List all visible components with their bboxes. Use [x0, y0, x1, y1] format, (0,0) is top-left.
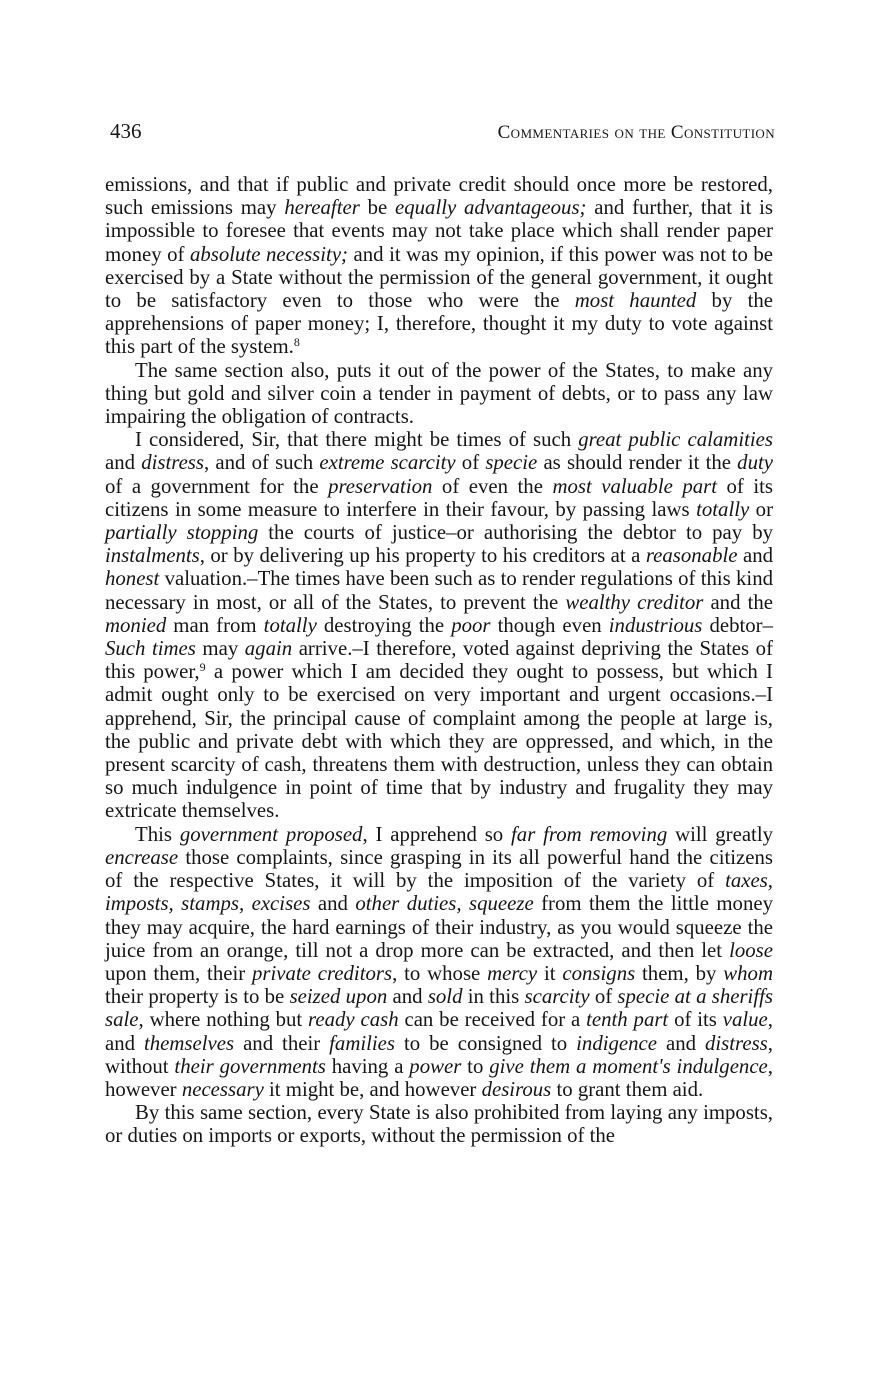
footnote-marker: 9 — [199, 660, 206, 675]
italic-text: mercy — [487, 961, 538, 985]
italic-text: equally advantageous; — [395, 196, 587, 220]
italic-text: honest — [105, 567, 160, 591]
text-run: will greatly — [667, 822, 774, 846]
italic-text: far from removing — [511, 822, 668, 846]
italic-text: industrious — [608, 613, 703, 637]
italic-text: power — [409, 1054, 462, 1078]
text-run: and — [105, 451, 142, 475]
italic-text: specie at a sheriffs sale — [105, 985, 773, 1032]
italic-text: necessary — [181, 1077, 264, 1101]
italic-text: again — [244, 637, 293, 661]
italic-text: loose — [729, 938, 773, 962]
italic-text: distress — [141, 451, 204, 475]
text-run: arrive.–I therefore, voted against depriving the States of this power, — [105, 637, 773, 684]
text-run: and — [657, 1031, 705, 1055]
italic-text: Such times — [105, 637, 196, 661]
italic-text: scarcity — [524, 985, 590, 1009]
body-text — [105, 173, 773, 1148]
italic-text: encrease — [105, 845, 179, 869]
text-run: a power which I am decided they ought to possess, but which I admit ought only to be exercised on very important and urgent occasions.–I apprehend, Sir, the principal cause of complaint among the people at large is, the public and private debt with which they are oppressed, and which, in the present scarcity of cash, threatens them with destruction, unless they can obtain so much indulgence in point of time that by industry and frugality they may extricate themselves. — [105, 660, 773, 823]
italic-text: totally — [263, 613, 317, 637]
italic-text: families — [329, 1031, 395, 1055]
italic-text: hereafter — [284, 196, 360, 220]
page-header — [110, 119, 775, 144]
italic-text: private creditors — [252, 961, 393, 985]
text-run: in this — [462, 985, 525, 1009]
italic-text: poor — [451, 613, 491, 637]
text-run: to grant them aid. — [551, 1077, 704, 1101]
text-run: , to whose — [392, 961, 488, 985]
text-run: their property is to be — [105, 985, 290, 1009]
text-run: The same section also, puts it out of the power of the States, to make any thing but gold and silver coin a tender in payment of debts, or to pass any law impairing the obligation of contracts. — [105, 358, 773, 429]
italic-text: seized upon — [289, 985, 388, 1009]
text-run: , I apprehend so — [362, 822, 512, 846]
text-run: of its — [668, 1008, 723, 1032]
text-run: and — [737, 544, 773, 568]
text-run: though even — [490, 613, 609, 637]
text-run: , however — [105, 1054, 773, 1101]
paragraph — [105, 173, 773, 359]
text-run: the courts of justice–or authorising the debtor to pay by — [258, 521, 773, 545]
text-run: those complaints, since grasping in its all powerful hand the citizens of the respective States, it will by the imposition of the variety of — [105, 845, 773, 893]
italic-text: ready cash — [308, 1008, 399, 1032]
text-run: by the apprehensions of paper money; I, therefore, thought it my duty to vote against this part of the system. — [105, 289, 773, 359]
text-run: to be consigned to — [395, 1031, 577, 1055]
text-run: of a government for the — [105, 474, 329, 498]
text-run: destroying the — [316, 613, 452, 637]
text-run: This — [135, 822, 180, 846]
italic-text: other duties, squeeze — [355, 892, 534, 916]
italic-text: monied — [105, 613, 167, 637]
text-run: , and of such — [204, 451, 320, 475]
text-run: , without — [105, 1031, 773, 1078]
italic-text: absolute necessity; — [189, 242, 348, 266]
italic-text: wealthy creditor — [565, 590, 704, 614]
text-run: and it was my opinion, if this power was not to be exercised by a State without the permission of the general government, it ought to be satisfactory even to those who were the — [105, 242, 773, 313]
text-run: , and — [105, 1008, 773, 1055]
italic-text: desirous — [481, 1077, 552, 1101]
italic-text: themselves — [144, 1031, 235, 1055]
footnote-marker: 8 — [293, 335, 300, 350]
text-run: , or by delivering up his property to his creditors at a — [199, 544, 646, 568]
italic-text: government proposed — [179, 822, 363, 846]
text-run: and further, that it is impossible to foresee that events may not take place which shall render paper money of — [105, 196, 774, 266]
text-run: and — [310, 892, 356, 916]
text-run: valuation.–The times have been such as to render regulations of this kind necessary in most, or all of the States, to prevent the — [105, 567, 773, 614]
text-run: it — [537, 961, 563, 985]
italic-text: most valuable part — [552, 474, 718, 498]
text-run: and their — [234, 1031, 330, 1055]
text-run: , where nothing but — [138, 1008, 309, 1032]
text-run: emissions, and that if public and private credit should once more be restored, such emissions may — [105, 173, 773, 220]
text-run: be — [359, 196, 396, 220]
italic-text: tenth part — [586, 1008, 669, 1032]
text-run: from them the little money they may acquire, the hard earnings of their industry, as you would squeeze the juice from an orange, till not a drop more can be extracted, and then let — [105, 892, 773, 962]
text-run: and the — [703, 590, 773, 614]
text-run: By this same section, every State is also prohibited from laying any imposts, or duties on imports or exports, without the permission of the — [105, 1101, 773, 1148]
text-run: I considered, Sir, that there might be times of such — [135, 428, 579, 452]
italic-text: duty — [737, 451, 773, 475]
text-run: can be received for a — [398, 1008, 587, 1032]
paragraph — [105, 359, 773, 429]
text-run: as should render it the — [537, 451, 738, 475]
italic-text: totally — [696, 497, 750, 521]
text-run: of even the — [432, 474, 553, 498]
italic-text: taxes, imposts, stamps, excises — [105, 869, 773, 916]
paragraph — [105, 1101, 773, 1147]
italic-text: instalments — [105, 544, 200, 568]
text-run: man from — [166, 613, 264, 637]
text-run: them, by — [635, 961, 724, 985]
text-run: and — [387, 985, 428, 1009]
italic-text: indigence — [576, 1031, 657, 1055]
text-run: of — [589, 985, 618, 1009]
italic-text: great public calamities — [578, 428, 773, 452]
text-run: of its citizens in some measure to interfere in their favour, by passing laws — [105, 474, 773, 521]
italic-text: extreme scarcity — [319, 451, 456, 475]
running-head: Commentaries on the Constitution — [497, 122, 775, 143]
italic-text: partially stopping — [105, 521, 259, 545]
text-run: or — [749, 497, 774, 521]
italic-text: distress — [704, 1031, 768, 1055]
text-run: it might be, and however — [263, 1077, 482, 1101]
text-run: to — [461, 1054, 490, 1078]
text-run: having a — [325, 1054, 410, 1078]
paragraph — [105, 428, 773, 822]
text-run: debtor– — [702, 613, 773, 637]
italic-text: sold — [427, 985, 463, 1009]
text-run: upon them, their — [105, 961, 252, 985]
italic-text: whom — [723, 961, 773, 985]
page-number: 436 — [110, 119, 142, 143]
italic-text: consigns — [562, 961, 636, 985]
italic-text: their governments — [174, 1054, 326, 1078]
italic-text: most haunted — [574, 289, 697, 313]
italic-text: give them a moment's indulgence — [489, 1054, 768, 1078]
paragraph — [105, 823, 773, 1101]
italic-text: value — [722, 1008, 768, 1032]
text-run: may — [195, 637, 245, 661]
text-run: of — [455, 451, 486, 475]
italic-text: specie — [485, 451, 538, 475]
italic-text: preservation — [328, 474, 433, 498]
italic-text: reasonable — [645, 544, 738, 568]
